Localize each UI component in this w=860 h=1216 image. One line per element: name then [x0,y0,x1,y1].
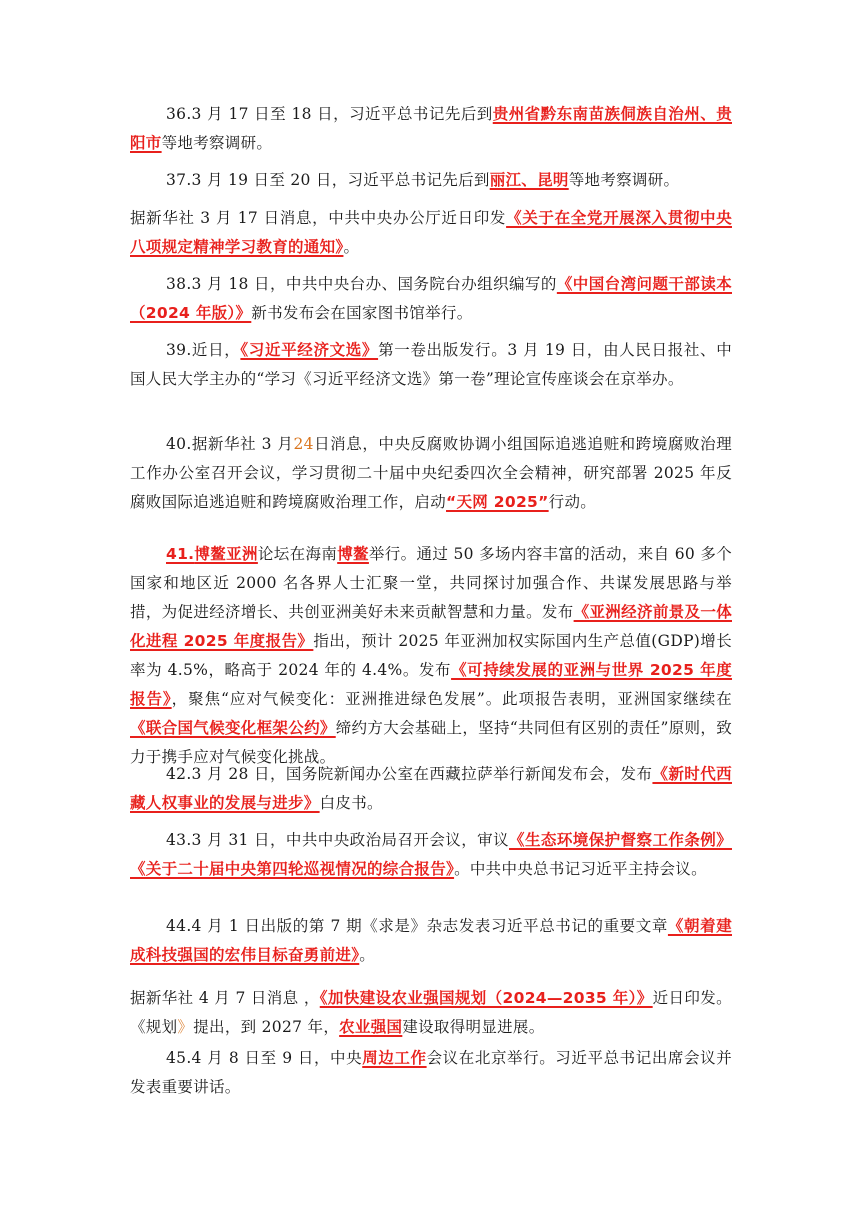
item-41-number: 41. [166,545,195,563]
item-38-text: 38.3 月 18 日，中共中央台办、国务院台办组织编写的 [166,275,557,293]
item-36-highlight: 贵州省黔东南苗族侗族自治州、贵阳市 [130,105,732,152]
news-note-2-text-2: 提出，到 2027 年， [193,1018,340,1036]
item-42-text: 42.3 月 28 日，国务院新闻办公室在西藏拉萨举行新闻发布会，发布 [166,765,653,783]
item-41-text-5: 缔约方大会基础上，坚持“共同但有区别的责任”原则，致力于携手应对气候变化挑战。 [130,719,733,766]
item-43-text: 43.3 月 31 日，中共中央政治局召开会议，审议 [166,831,510,849]
item-41-text-2: 举行。通过 50 多场内容丰富的活动，来自 60 多个国家和地区近 2000 名各界人士汇聚一堂，共同探讨加强合作、共谋发展思路与举措，为促进经济增长、共创亚洲美好未来贡献智慧和力量。发布 [130,545,733,621]
item-45 [130,1044,732,1102]
item-36-suffix: 等地考察调研。 [161,134,273,152]
item-36-text: 36.3 月 17 日至 18 日，习近平总书记先后到 [166,105,493,123]
item-42-highlight: 《新时代西藏人权事业的发展与进步》 [130,765,732,812]
item-41-highlight-3: 《亚洲经济前景及一体化进程 2025 年度报告》 [130,603,732,650]
item-44 [130,912,732,970]
news-note-2-highlight-2: 农业强国 [339,1018,403,1036]
item-40-date: 24 [293,435,314,453]
item-44-suffix: 。 [359,946,376,964]
item-37-text: 37.3 月 19 日至 20 日，习近平总书记先后到 [166,171,490,189]
item-36 [130,100,732,158]
item-37 [130,166,732,195]
item-45-highlight: 周边工作 [362,1049,427,1067]
item-41-highlight-1: 博鳌亚洲 [194,545,258,563]
item-37-suffix: 等地考察调研。 [568,171,680,189]
item-42-suffix: 白皮书。 [319,794,383,812]
news-note-2-text: 据新华社 4 月 7 日消息 ， [130,989,320,1007]
item-40-highlight: “天网 2025” [446,493,549,511]
item-38 [130,270,732,328]
news-note-1 [130,204,732,262]
news-note-2-middle: 近日印发。《规划 [130,989,732,1036]
item-43-suffix: 。中共中央总书记习近平主持会议。 [454,860,707,878]
item-41-text-3: 指出，预计 2025 年亚洲加权实际国内生产总值(GDP)增长率为 4.5%，略高于 2024 年的 4.4%。发布 [130,632,732,679]
news-note-2-suffix: 建设取得明显进展。 [402,1018,545,1036]
item-41-text-1: 论坛在海南 [257,545,338,563]
item-42 [130,760,732,818]
news-note-1-highlight: 《关于在全党开展深入贯彻中央八项规定精神学习教育的通知》 [130,209,732,256]
item-41-highlight-4: 《可持续发展的亚洲与世界 2025 年度报告》 [130,661,733,708]
item-44-highlight: 《朝着建成科技强国的宏伟目标奋勇前进》 [130,917,732,964]
news-note-2 [130,984,732,1042]
item-40-text: 40.据新华社 3 月 [166,435,294,453]
item-39-highlight: 《习近平经济文选》 [240,341,379,359]
item-43-highlight: 《生态环境保护督察工作条例》《关于二十届中央第四轮巡视情况的综合报告》 [130,831,732,878]
item-39-text: 39.近日， [166,341,241,359]
item-41 [130,540,732,772]
item-41-highlight-5: 《联合国气候变化框架公约》 [130,719,336,737]
item-43 [130,826,732,884]
item-39 [130,336,732,394]
item-41-highlight-2: 博鳌 [337,545,369,563]
news-note-2-highlight: 《加快建设农业强国规划（2024—2035 年）》 [319,989,653,1007]
item-40-suffix: 行动。 [548,493,597,511]
item-45-suffix: 会议在北京举行。习近平总书记出席会议并发表重要讲话。 [130,1049,732,1096]
news-note-1-text: 据新华社 3 月 17 日消息，中共中央办公厅近日印发 [130,209,507,227]
item-37-highlight: 丽江、昆明 [489,171,569,189]
item-41-text-4: ，聚焦“应对气候变化：亚洲推进绿色发展”。此项报告表明，亚洲国家继续在 [171,690,732,708]
item-45-text: 45.4 月 8 日至 9 日，中央 [166,1049,363,1067]
news-note-1-suffix: 。 [343,238,360,256]
news-note-2-mark: 》 [177,1018,194,1036]
item-40 [130,430,732,517]
item-38-highlight: 《中国台湾问题干部读本（2024 年版）》 [130,275,732,322]
item-39-suffix: 第一卷出版发行。3 月 19 日，由人民日报社、中国人民大学主办的“学习《习近平经济文选》第一卷”理论宣传座谈会在京举办。 [130,341,732,388]
item-40-middle: 日消息，中央反腐败协调小组国际追逃追赃和跨境腐败治理工作办公室召开会议，学习贯彻二十届中央纪委四次全会精神，研究部署 2025 年反腐败国际追逃追赃和跨境腐败治理工作，启动 [130,435,732,511]
item-44-text: 44.4 月 1 日出版的第 7 期《求是》杂志发表习近平总书记的重要文章 [166,917,668,935]
item-38-suffix: 新书发布会在国家图书馆举行。 [251,304,473,322]
